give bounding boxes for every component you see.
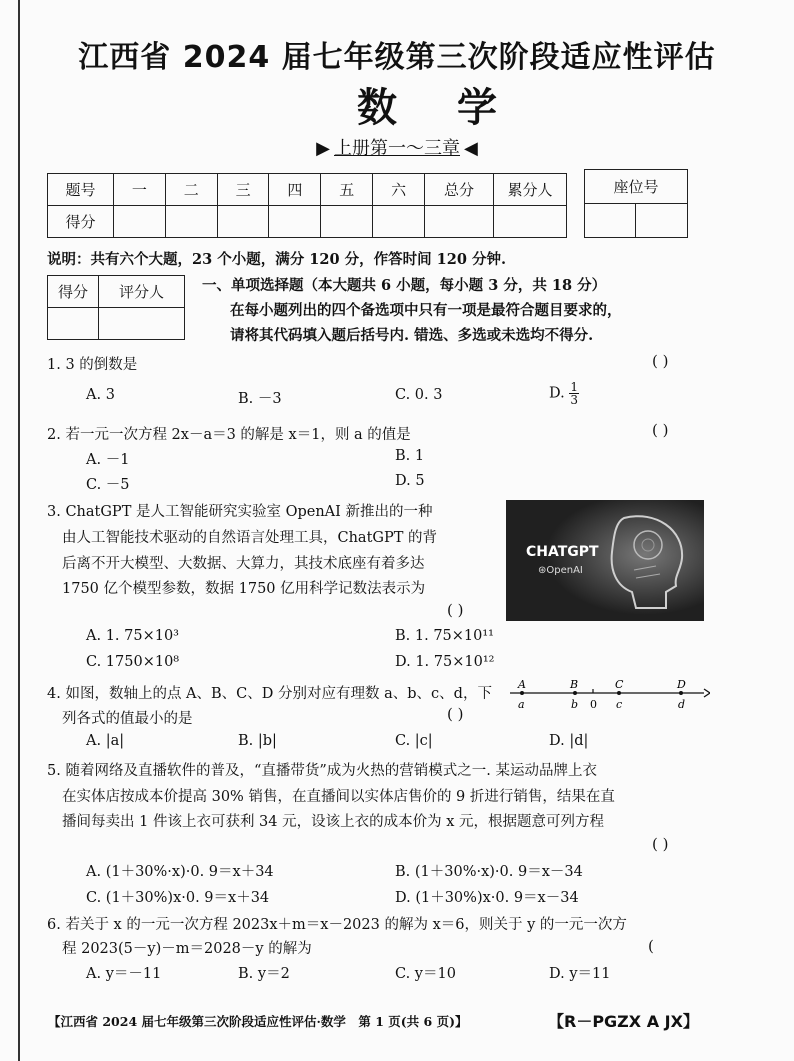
score-header-cell: 五	[321, 174, 373, 206]
option-a: A. 1. 75×10³	[86, 628, 179, 644]
answer-parentheses[interactable]: ( )	[652, 352, 669, 370]
grader-blank-cell[interactable]	[99, 308, 185, 340]
answer-parentheses[interactable]: ( )	[447, 705, 464, 723]
option-b: B. y＝2	[238, 966, 290, 982]
score-header-cell: 二	[165, 174, 217, 206]
option-d: D. 5	[395, 473, 425, 489]
point-d	[679, 691, 683, 695]
openai-brand-text: ⊛OpenAI	[538, 565, 583, 576]
axis-label-c: C	[615, 678, 624, 691]
grader-table	[47, 275, 185, 340]
question-5-line: 播间每卖出 1 件该上衣可获利 34 元，设该上衣的成本价为 x 元，根据题意可列方程	[62, 814, 605, 830]
instructions: 说明：共有六个大题，23 个小题，满分 120 分，作答时间 120 分钟.	[47, 251, 506, 268]
axis-value-a: a	[518, 698, 525, 711]
score-header-cell: 总分	[425, 174, 494, 206]
fraction	[569, 381, 579, 406]
section-desc-line: 在每小题列出的四个备选项中只有一项是最符合题目要求的，	[230, 302, 622, 319]
option-a: A. |a|	[86, 733, 125, 749]
denominator: 3	[570, 393, 578, 407]
axis-label-b: B	[570, 678, 579, 691]
question-6-line: 程 2023(5－y)－m＝2028－y 的解为	[62, 941, 312, 957]
seat-blank-cell[interactable]	[585, 204, 636, 238]
question-4-line: 列各式的值最小的是	[62, 711, 193, 727]
point-b	[573, 691, 577, 695]
option-a: A. y＝－11	[86, 966, 162, 982]
section-desc-line: 请将其代码填入题后括号内. 错选、多选或未选均不得分.	[230, 327, 594, 344]
grader-blank-cell[interactable]	[48, 308, 99, 340]
robot-head-icon	[506, 500, 704, 621]
question-6-line: 6. 若关于 x 的一元一次方程 2023x＋m＝x－2023 的解为 x＝6，则关于 y 的一元一次方	[47, 917, 627, 933]
score-header-cell: 六	[373, 174, 425, 206]
grader-score-label: 得分	[48, 276, 99, 308]
chatgpt-image	[506, 500, 704, 621]
seat-table	[584, 169, 688, 238]
option-b: B. |b|	[238, 733, 277, 749]
question-4-line: 4. 如图，数轴上的点 A、B、C、D 分别对应有理数 a、b、c、d，下	[47, 686, 492, 702]
seat-blank-cell[interactable]	[636, 204, 688, 238]
grader-label: 评分人	[99, 276, 185, 308]
answer-parentheses[interactable]: (	[648, 937, 654, 955]
option-d: D. y＝11	[549, 966, 611, 982]
question-3-line: 后离不开大模型、大数据、大算力，其技术底座有着多达	[62, 556, 425, 572]
question-3-line: 1750 亿个模型参数，数据 1750 亿用科学记数法表示为	[62, 581, 426, 597]
option-c: C. 0. 3	[395, 387, 443, 403]
score-table	[47, 173, 567, 238]
point-c	[617, 691, 621, 695]
axis-label-a: A	[518, 678, 526, 691]
answer-parentheses[interactable]: ( )	[652, 421, 669, 439]
option-d	[549, 381, 579, 406]
score-header-cell: 四	[269, 174, 321, 206]
score-blank-cell[interactable]	[165, 206, 217, 238]
score-blank-cell[interactable]	[425, 206, 494, 238]
subject-title: 数学	[357, 85, 557, 131]
question-3-line: 由人工智能技术驱动的自然语言处理工具，ChatGPT 的背	[62, 530, 438, 546]
score-header-cell: 三	[217, 174, 269, 206]
score-header-cell: 一	[114, 174, 166, 206]
triangle-right-icon: ▶	[316, 138, 330, 159]
score-blank-cell[interactable]	[269, 206, 321, 238]
axis-value-d: d	[678, 698, 686, 711]
numerator: 1	[570, 380, 578, 394]
option-d: D. (1＋30%)x·0. 9＝x－34	[395, 890, 579, 906]
chatgpt-brand-text: CHATGPT	[526, 544, 599, 560]
option-a: A. －1	[86, 452, 130, 468]
number-line	[508, 676, 710, 714]
option-d-prefix: D.	[549, 385, 565, 402]
answer-parentheses[interactable]: ( )	[447, 601, 464, 619]
score-blank-cell[interactable]	[114, 206, 166, 238]
score-blank-cell[interactable]	[494, 206, 567, 238]
option-b: B. (1＋30%·x)·0. 9＝x－34	[395, 864, 583, 880]
option-c: C. －5	[86, 477, 130, 493]
option-c: C. y＝10	[395, 966, 456, 982]
footer-page-info: 【江西省 2024 届七年级第三次阶段适应性评估·数学 第 1 页(共 6 页)】	[48, 1014, 468, 1029]
score-blank-cell[interactable]	[373, 206, 425, 238]
axis-zero: 0	[590, 698, 597, 711]
chapter-label: 上册第一～三章	[334, 138, 460, 159]
option-c: C. 1750×10⁸	[86, 654, 180, 670]
section-heading: 一、单项选择题（本大题共 6 小题，每小题 3 分，共 18 分）	[202, 277, 607, 294]
axis-label-d: D	[677, 678, 686, 691]
option-b: B. 1. 75×10¹¹	[395, 628, 494, 644]
footer-code: 【R－PGZX A JX】	[548, 1012, 699, 1031]
option-c: C. (1＋30%)x·0. 9＝x＋34	[86, 890, 270, 906]
triangle-left-icon: ◀	[464, 138, 478, 159]
score-blank-cell[interactable]	[321, 206, 373, 238]
chapter-range	[0, 134, 794, 160]
score-header-cell: 累分人	[494, 174, 567, 206]
score-header-cell: 题号	[48, 174, 114, 206]
option-c: C. |c|	[395, 733, 433, 749]
option-a: A. (1＋30%·x)·0. 9＝x＋34	[86, 864, 274, 880]
option-b: B. －3	[238, 391, 282, 407]
question-2-stem: 2. 若一元一次方程 2x－a＝3 的解是 x＝1，则 a 的值是	[47, 427, 411, 443]
option-b: B. 1	[395, 448, 425, 464]
axis-value-c: c	[616, 698, 623, 711]
option-d: D. |d|	[549, 733, 589, 749]
option-a: A. 3	[86, 387, 115, 403]
question-3-line: 3. ChatGPT 是人工智能研究实验室 OpenAI 新推出的一种	[47, 504, 433, 520]
score-row-label: 得分	[48, 206, 114, 238]
exam-title: 江西省 2024 届七年级第三次阶段适应性评估	[78, 40, 716, 75]
axis-value-b: b	[571, 698, 579, 711]
question-1-stem: 1. 3 的倒数是	[47, 357, 138, 373]
option-d: D. 1. 75×10¹²	[395, 654, 495, 670]
seat-label: 座位号	[585, 170, 688, 204]
score-blank-cell[interactable]	[217, 206, 269, 238]
answer-parentheses[interactable]: ( )	[652, 835, 669, 853]
question-5-line: 在实体店按成本价提高 30% 销售，在直播间以实体店售价的 9 折进行销售，结果在直	[62, 789, 615, 805]
question-5-line: 5. 随着网络及直播软件的普及，“直播带货”成为火热的营销模式之一. 某运动品牌上衣	[47, 763, 597, 779]
point-a	[520, 691, 524, 695]
